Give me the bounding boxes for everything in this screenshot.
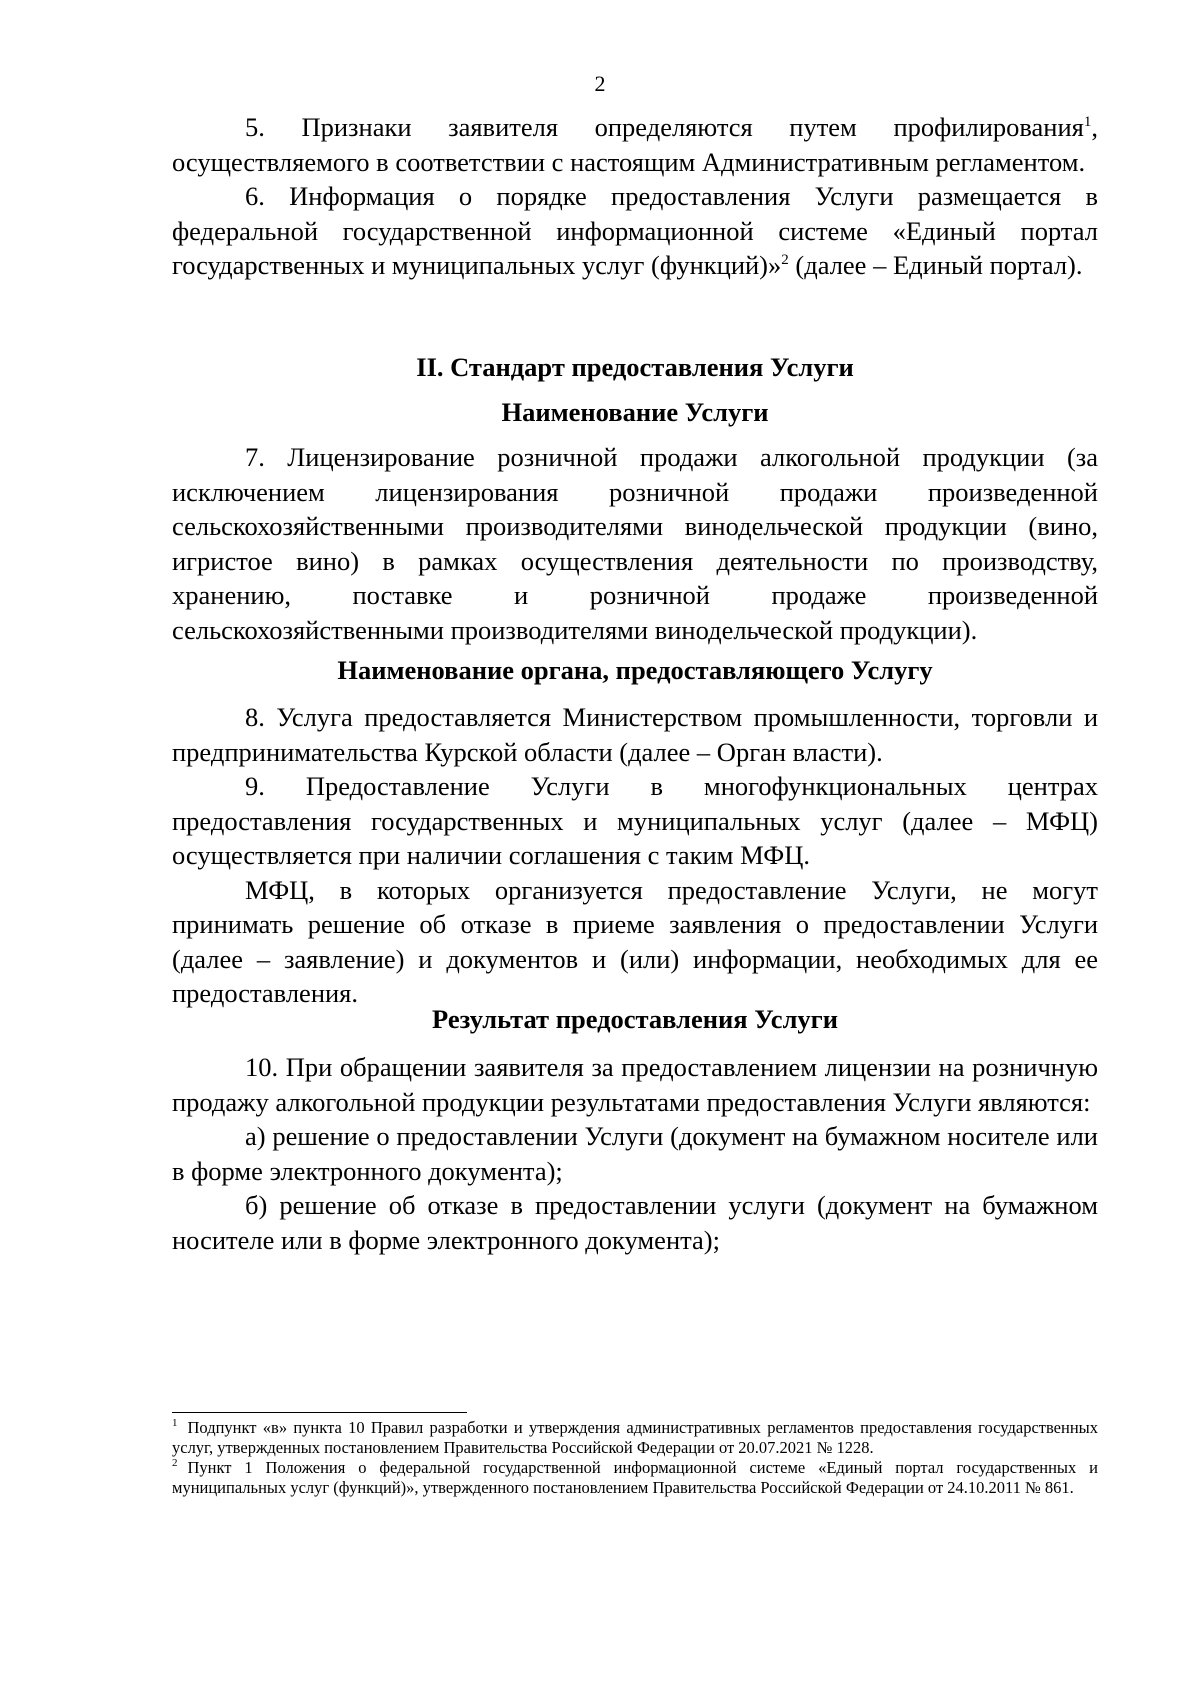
heading-organ-block xyxy=(172,653,1098,688)
page-number: 2 xyxy=(594,71,606,96)
paragraph-10: 10. При обращении заявителя за предоставлением лицензии на розничную продажу алкогольной продукции результатами предоставления Услуги являются: xyxy=(172,1052,1098,1117)
paragraph-6 xyxy=(172,179,1098,283)
paragraph-5-text-after: , осуществляемого в соответствии с настоящим Административным регламентом. xyxy=(172,112,1098,177)
footnote-1 xyxy=(172,1418,1098,1458)
intro-block xyxy=(172,110,1098,283)
paragraph-7-block xyxy=(172,440,1098,647)
paragraph-6-text: 6. Информация о порядке предоставления Услуги размещается в федеральной государственной информационной системе «Единый портал государственных и муниципальных услуг (функций)» xyxy=(172,181,1098,280)
paragraph-10-b: б) решение об отказе в предоставлении услуги (документ на бумажном носителе или в форме электронного документа); xyxy=(172,1190,1098,1255)
result-block xyxy=(172,1050,1098,1257)
paragraph-5 xyxy=(172,110,1098,179)
section-title-block xyxy=(172,350,1098,385)
footnote-2-text: Пункт 1 Положения о федеральной государственной информационной системе «Единый портал государственных и муниципальных услуг (функций)», утвержденного постановлением Правительства Российской Федерации от 24.10.2011 № 861. xyxy=(172,1458,1098,1497)
footnote-2-mark: 2 xyxy=(172,1457,178,1469)
footnote-ref-2: 2 xyxy=(781,252,789,268)
footnote-1-text: Подпункт «в» пункта 10 Правил разработки и утверждения административных регламентов предоставления государственных услуг, утвержденных постановлением Правительства Российской Федерации от 20.07.2021 № 1228. xyxy=(172,1418,1098,1457)
heading-organ: Наименование органа, предоставляющего Услугу xyxy=(337,655,933,685)
footnote-2 xyxy=(172,1458,1098,1498)
footnote-1-mark: 1 xyxy=(172,1417,178,1429)
paragraph-8: 8. Услуга предоставляется Министерством промышленности, торговли и предпринимательства Курской области (далее – Орган власти). xyxy=(172,702,1098,767)
heading-result-block xyxy=(172,1002,1098,1037)
paragraph-7: 7. Лицензирование розничной продажи алкогольной продукции (за исключением лицензирования розничной продажи произведенной сельскохозяйственными производителями винодельческой продукции (вино, игристое вино) в рамках осуществления деятельности по производству, хранению, поставке и розничной продаже произведенной сельскохозяйственными производителями винодельческой продукции). xyxy=(172,442,1098,645)
paragraph-6-text-after: (далее – Единый портал). xyxy=(788,250,1083,280)
heading-name-block xyxy=(172,395,1098,430)
paragraph-5-text: 5. Признаки заявителя определяются путем профилирования xyxy=(245,112,1084,142)
paragraph-9: 9. Предоставление Услуги в многофункциональных центрах предоставления государственных и муниципальных услуг (далее – МФЦ) осуществляется при наличии соглашения с таким МФЦ. xyxy=(172,771,1098,870)
footnote-separator xyxy=(172,1412,467,1413)
section-title: II. Стандарт предоставления Услуги xyxy=(416,352,854,382)
heading-result: Результат предоставления Услуги xyxy=(432,1004,838,1034)
heading-service-name: Наименование Услуги xyxy=(501,397,769,427)
paragraph-9-continued: МФЦ, в которых организуется предоставление Услуги, не могут принимать решение об отказе в приеме заявления о предоставлении Услуги (далее – заявление) и документов и (или) информации, необходимых для ее предоставления. xyxy=(172,874,1098,1008)
paragraph-10-a: а) решение о предоставлении Услуги (документ на бумажном носителе или в форме электронного документа); xyxy=(172,1121,1098,1186)
organ-block xyxy=(172,700,1098,1011)
footnotes xyxy=(172,1418,1098,1498)
footnote-ref-1: 1 xyxy=(1083,114,1092,130)
